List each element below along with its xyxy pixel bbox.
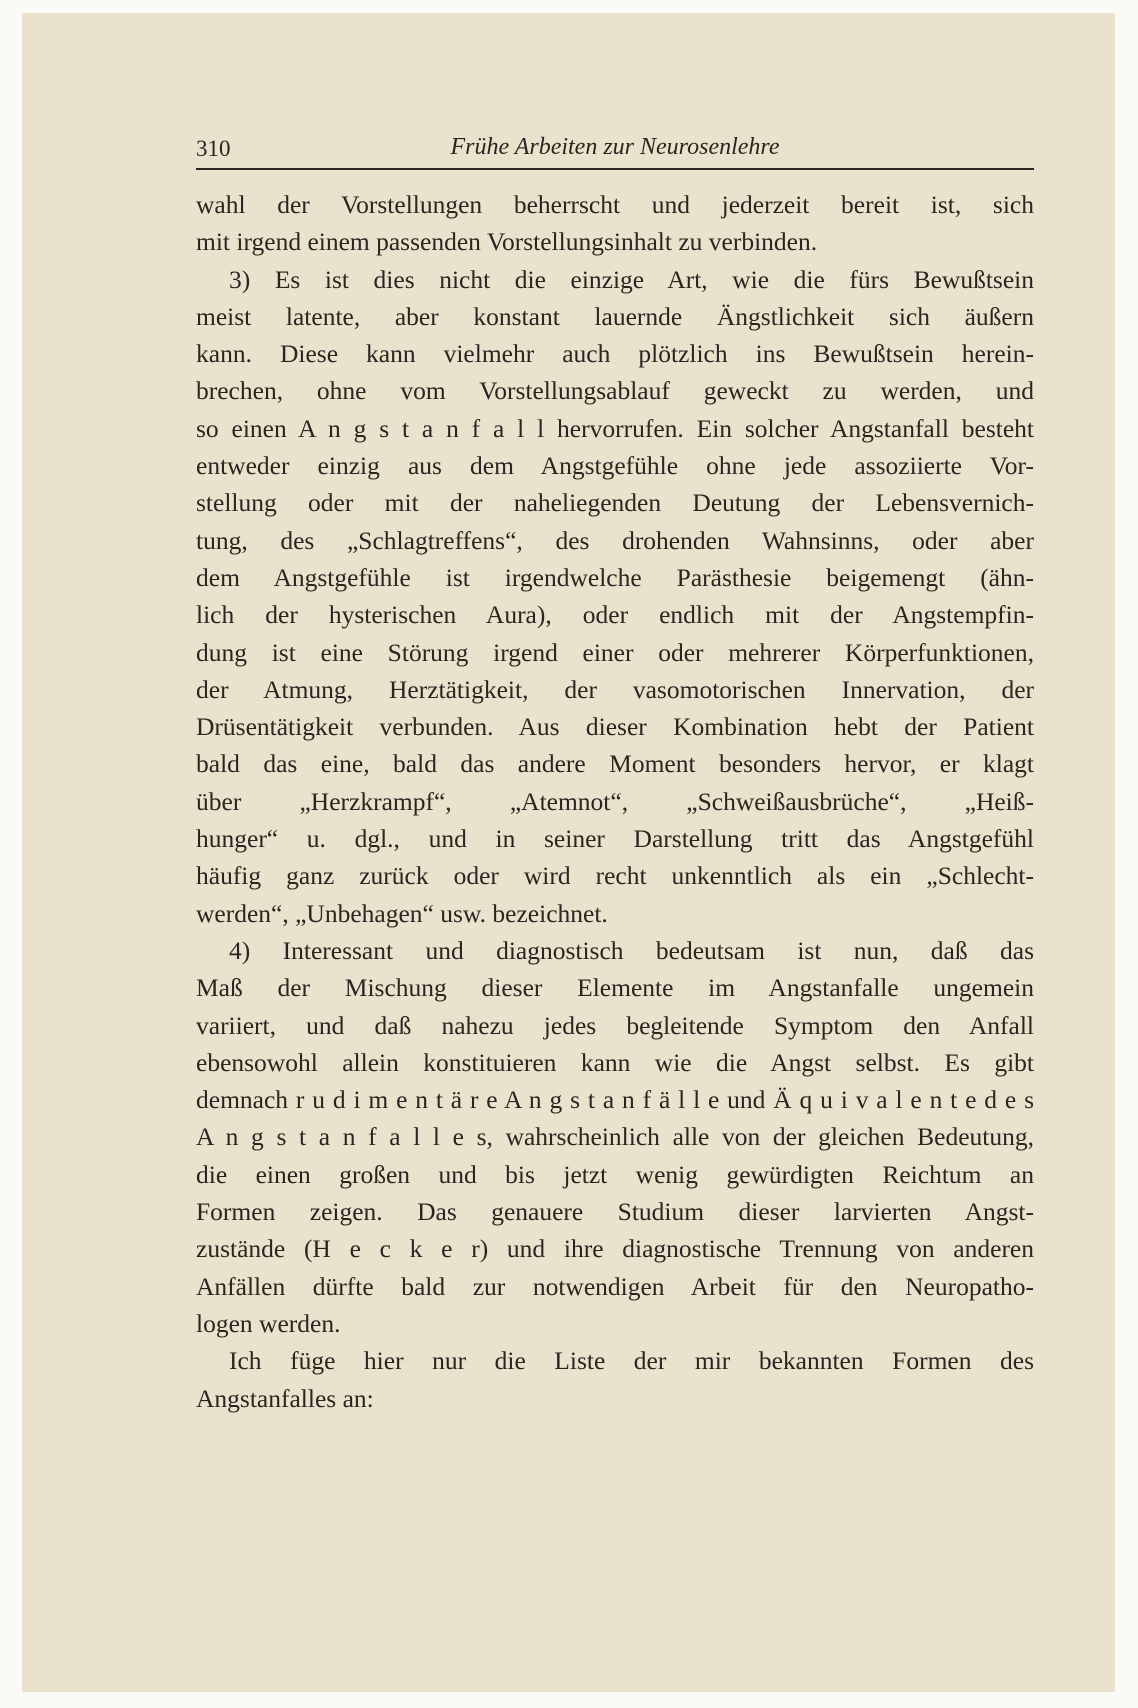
text-line: brechen, ohne vom Vorstellungsablauf geweckt zu werden, und (196, 376, 1034, 406)
text-line: logen werden. (196, 1308, 341, 1338)
text-line: ebensowohl allein konstituieren kann wie die Angst selbst. Es gibt (196, 1047, 1034, 1077)
text-line: werden“, „Unbehagen“ usw. bezeichnet. (196, 898, 608, 928)
text-line: kann. Diese kann vielmehr auch plötzlich ins Bewußtsein herein- (196, 339, 1034, 369)
running-header (196, 134, 1034, 170)
text-line: Drüsentätigkeit verbunden. Aus dieser Kombination hebt der Patient (196, 712, 1034, 742)
text-line: 3) Es ist dies nicht die einzige Art, wie die fürs Bewußtsein (229, 264, 1034, 294)
running-title: Frühe Arbeiten zur Neurosenlehre (450, 134, 780, 160)
body-text (196, 186, 1034, 1417)
text-line: hunger“ u. dgl., und in seiner Darstellung tritt das Angstgefühl (196, 824, 1034, 854)
text-line: lich der hysterischen Aura), oder endlich mit der Angstempfin- (196, 600, 1034, 630)
text-line: dung ist eine Störung irgend einer oder mehrerer Körperfunktionen, (196, 637, 1034, 667)
text-line: über „Herzkrampf“, „Atemnot“, „Schweißausbrüche“, „Heiß- (196, 786, 1034, 816)
text-line: tung, des „Schlagtreffens“, des drohenden Wahnsinns, oder aber (196, 525, 1034, 555)
text-line: die einen großen und bis jetzt wenig gewürdigten Reichtum an (196, 1159, 1034, 1189)
text-line: Anfällen dürfte bald zur notwendigen Arbeit für den Neuropatho- (196, 1271, 1034, 1301)
text-line: dem Angstgefühle ist irgendwelche Parästhesie beigemengt (ähn- (196, 562, 1034, 592)
text-line: Maß der Mischung dieser Elemente im Angstanfalle ungemein (196, 973, 1034, 1003)
text-line: stellung oder mit der naheliegenden Deutung der Lebensvernich- (196, 488, 1034, 518)
text-line: Formen zeigen. Das genauere Studium dieser larvierten Angst- (196, 1197, 1034, 1227)
text-line: so einen A n g s t a n f a l l hervorrufen. Ein solcher Angstanfall besteht (196, 413, 1034, 443)
text-line: variiert, und daß nahezu jedes begleitende Symptom den Anfall (196, 1010, 1034, 1040)
text-line: mit irgend einem passenden Vorstellungsinhalt zu verbinden. (196, 227, 818, 257)
text-line: 4) Interessant und diagnostisch bedeutsam ist nun, daß das (229, 935, 1034, 965)
text-line: zustände (H e c k e r) und ihre diagnostische Trennung von anderen (196, 1234, 1034, 1264)
text-line: entweder einzig aus dem Angstgefühle ohne jede assoziierte Vor- (196, 451, 1034, 481)
text-line: demnach r u d i m e n t ä r e A n g s t a n f ä l l e und Ä q u i v a l e n t e d e s (196, 1085, 1034, 1115)
text-line: meist latente, aber konstant lauernde Ängstlichkeit sich äußern (196, 301, 1034, 331)
text-line: wahl der Vorstellungen beherrscht und jederzeit bereit ist, sich (196, 190, 1034, 219)
page-number: 310 (196, 136, 231, 161)
text-line: bald das eine, bald das andere Moment besonders hervor, er klagt (196, 749, 1034, 779)
text-line: A n g s t a n f a l l e s, wahrscheinlich alle von der gleichen Bedeutung, (196, 1122, 1034, 1152)
text-line: Angstanfalles an: (196, 1383, 374, 1413)
text-line: häufig ganz zurück oder wird recht unkenntlich als ein „Schlecht- (196, 861, 1034, 891)
text-line: der Atmung, Herztätigkeit, der vasomotorischen Innervation, der (196, 674, 1034, 704)
text-line: Ich füge hier nur die Liste der mir bekannten Formen des (229, 1346, 1034, 1376)
